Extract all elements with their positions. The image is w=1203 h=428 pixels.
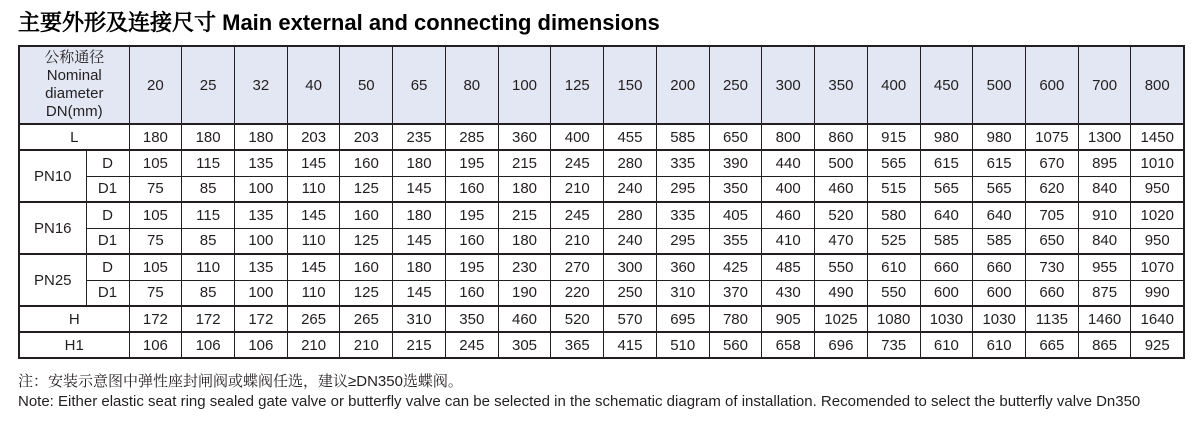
dimension-cell: 160 [445,280,498,306]
dimension-cell: 172 [234,306,287,332]
dimension-cell: 950 [1131,228,1184,254]
dimension-cell: 610 [973,332,1026,358]
dimension-cell: 105 [129,254,182,280]
dimension-cell: 180 [498,176,551,202]
dimension-cell: 425 [709,254,762,280]
row-label: H1 [19,332,129,358]
dimension-cell: 665 [1026,332,1079,358]
dimension-cell: 615 [973,150,1026,176]
corner-header-cell [19,46,129,124]
dimension-cell: 515 [867,176,920,202]
dimension-cell: 415 [604,332,657,358]
column-header-dn: 200 [656,46,709,124]
dimension-cell: 895 [1078,150,1131,176]
dimension-cell: 160 [445,228,498,254]
column-header-dn: 150 [604,46,657,124]
column-header-dn: 300 [762,46,815,124]
dimension-cell: 240 [604,176,657,202]
table-row [19,332,1184,358]
row-sublabel: D1 [86,280,129,306]
dimension-cell: 875 [1078,280,1131,306]
dimension-cell: 440 [762,150,815,176]
dimension-cell: 125 [340,228,393,254]
dimension-cell: 660 [920,254,973,280]
dimension-cell: 780 [709,306,762,332]
dimension-cell: 1075 [1026,124,1079,150]
dimension-cell: 110 [182,254,235,280]
dimension-cell: 270 [551,254,604,280]
dimension-cell: 145 [393,176,446,202]
dimension-cell: 75 [129,176,182,202]
dimension-cell: 105 [129,150,182,176]
dimension-cell: 215 [498,150,551,176]
dimension-cell: 280 [604,150,657,176]
dimension-cell: 135 [234,254,287,280]
note-chinese: 注：安装示意图中弹性座封闸阀或蝶阀任选，建议≥DN350选蝶阀。 [18,373,463,390]
dimension-cell: 620 [1026,176,1079,202]
dimension-cell: 565 [867,150,920,176]
dimension-cell: 250 [604,280,657,306]
dimension-cell: 240 [604,228,657,254]
column-header-dn: 400 [867,46,920,124]
row-label: L [19,124,129,150]
dimension-cell: 400 [551,124,604,150]
dimension-cell: 110 [287,280,340,306]
table-row [19,124,1184,150]
dimension-cell: 510 [656,332,709,358]
dimension-cell: 520 [551,306,604,332]
column-header-dn: 100 [498,46,551,124]
column-header-dn: 20 [129,46,182,124]
dimension-cell: 860 [815,124,868,150]
dimension-cell: 600 [920,280,973,306]
dimension-cell: 100 [234,228,287,254]
dimension-cell: 640 [920,202,973,228]
dimension-cell: 210 [551,228,604,254]
dimension-cell: 215 [498,202,551,228]
dimension-cell: 455 [604,124,657,150]
dimension-cell: 285 [445,124,498,150]
column-header-dn: 350 [815,46,868,124]
dimension-cell: 1030 [920,306,973,332]
dimension-cell: 145 [287,150,340,176]
corner-header-line: diameter [45,85,104,102]
column-header-dn: 40 [287,46,340,124]
dimension-cell: 1135 [1026,306,1079,332]
table-header [19,46,1184,124]
dimension-cell: 75 [129,228,182,254]
dimension-cell: 210 [340,332,393,358]
dimension-cell: 195 [445,202,498,228]
dimension-cell: 1020 [1131,202,1184,228]
dimension-cell: 650 [1026,228,1079,254]
dimension-cell: 106 [129,332,182,358]
column-header-dn: 600 [1026,46,1079,124]
dimension-cell: 460 [762,202,815,228]
dimension-cell: 265 [287,306,340,332]
dimension-cell: 460 [815,176,868,202]
dimension-cell: 145 [393,280,446,306]
dimension-cell: 295 [656,176,709,202]
dimension-cell: 460 [498,306,551,332]
dimension-cell: 85 [182,176,235,202]
corner-header-line: DN(mm) [45,103,103,120]
dimension-cell: 115 [182,150,235,176]
dimension-cell: 106 [234,332,287,358]
dimension-cell: 360 [656,254,709,280]
dimension-cell: 180 [182,124,235,150]
dimension-cell: 705 [1026,202,1079,228]
dimension-cell: 355 [709,228,762,254]
dimension-cell: 840 [1078,228,1131,254]
dimension-cell: 490 [815,280,868,306]
dimension-cell: 245 [445,332,498,358]
dimension-cell: 370 [709,280,762,306]
dimension-cell: 915 [867,124,920,150]
column-header-dn: 800 [1131,46,1184,124]
dimension-cell: 1300 [1078,124,1131,150]
dimension-cell: 180 [393,254,446,280]
header-row [19,46,1184,124]
dimension-cell: 125 [340,176,393,202]
dimension-cell: 1460 [1078,306,1131,332]
dimension-cell: 990 [1131,280,1184,306]
column-header-dn: 700 [1078,46,1131,124]
dimension-cell: 365 [551,332,604,358]
dimension-cell: 865 [1078,332,1131,358]
dimension-cell: 1025 [815,306,868,332]
dimension-cell: 115 [182,202,235,228]
corner-header-line: Nominal [46,67,102,84]
table-body [19,124,1184,358]
note-english: Note: Either elastic seat ring sealed gate valve or butterfly valve can be selected in the schematic diagram of installation. Recomended to select the butterfly valve Dn350 [18,393,1141,410]
column-header-dn: 450 [920,46,973,124]
dimension-cell: 696 [815,332,868,358]
dimension-cell: 195 [445,254,498,280]
dimension-cell: 658 [762,332,815,358]
dimension-cell: 85 [182,280,235,306]
dimension-cell: 180 [234,124,287,150]
dimension-cell: 210 [287,332,340,358]
dimension-cell: 400 [762,176,815,202]
dimension-cell: 520 [815,202,868,228]
dimension-cell: 910 [1078,202,1131,228]
dimension-cell: 550 [867,280,920,306]
dimension-cell: 220 [551,280,604,306]
row-group-label: PN25 [19,254,86,306]
page-title: 主要外形及连接尺寸 Main external and connecting dimensions [18,10,660,35]
dimension-cell: 295 [656,228,709,254]
dimension-cell: 550 [815,254,868,280]
row-sublabel: D1 [86,176,129,202]
dimension-cell: 310 [393,306,446,332]
dimension-cell: 485 [762,254,815,280]
dimension-cell: 565 [973,176,1026,202]
dimension-cell: 1030 [973,306,1026,332]
dimension-cell: 660 [973,254,1026,280]
dimension-cell: 85 [182,228,235,254]
dimension-cell: 925 [1131,332,1184,358]
dimension-cell: 180 [393,150,446,176]
dimension-cell: 160 [340,150,393,176]
dimension-cell: 610 [920,332,973,358]
dimension-cell: 300 [604,254,657,280]
dimension-cell: 980 [973,124,1026,150]
dimension-cell: 195 [445,150,498,176]
dimension-cell: 905 [762,306,815,332]
table-row [19,306,1184,332]
dimension-cell: 145 [393,228,446,254]
dimension-cell: 565 [920,176,973,202]
row-label: H [19,306,129,332]
dimension-cell: 75 [129,280,182,306]
dimension-cell: 560 [709,332,762,358]
dimension-cell: 215 [393,332,446,358]
dimension-cell: 610 [867,254,920,280]
dimension-cell: 180 [393,202,446,228]
dimension-cell: 100 [234,176,287,202]
dimension-cell: 585 [920,228,973,254]
column-header-dn: 125 [551,46,604,124]
dimension-cell: 265 [340,306,393,332]
row-group-label: PN16 [19,202,86,254]
dimension-cell: 615 [920,150,973,176]
column-header-dn: 80 [445,46,498,124]
column-header-dn: 500 [973,46,1026,124]
dimension-cell: 660 [1026,280,1079,306]
dimension-cell: 500 [815,150,868,176]
column-header-dn: 32 [234,46,287,124]
dimension-cell: 245 [551,150,604,176]
row-sublabel: D [86,150,129,176]
dimension-cell: 585 [973,228,1026,254]
dimension-cell: 955 [1078,254,1131,280]
dimension-cell: 210 [551,176,604,202]
table-row [19,176,1184,202]
dimension-cell: 350 [709,176,762,202]
column-header-dn: 50 [340,46,393,124]
dimension-cell: 950 [1131,176,1184,202]
dimension-cell: 105 [129,202,182,228]
dimension-cell: 160 [340,254,393,280]
table-row [19,228,1184,254]
dimension-cell: 570 [604,306,657,332]
dimension-cell: 1640 [1131,306,1184,332]
dimension-cell: 980 [920,124,973,150]
dimension-cell: 1450 [1131,124,1184,150]
dimension-cell: 410 [762,228,815,254]
dimension-cell: 305 [498,332,551,358]
dimension-cell: 470 [815,228,868,254]
dimension-cell: 172 [129,306,182,332]
corner-header-line: 公称通径 [44,49,105,66]
dimension-cell: 110 [287,176,340,202]
dimension-cell: 1070 [1131,254,1184,280]
dimension-cell: 580 [867,202,920,228]
table-row [19,150,1184,176]
dimension-cell: 310 [656,280,709,306]
dimension-cell: 695 [656,306,709,332]
table-row [19,280,1184,306]
dimension-cell: 190 [498,280,551,306]
column-header-dn: 65 [393,46,446,124]
table-row [19,202,1184,228]
dimension-cell: 650 [709,124,762,150]
row-group-label: PN10 [19,150,86,202]
dimension-cell: 100 [234,280,287,306]
dimension-cell: 106 [182,332,235,358]
row-sublabel: D [86,254,129,280]
dimension-cell: 600 [973,280,1026,306]
dimension-cell: 145 [287,202,340,228]
dimension-cell: 1080 [867,306,920,332]
dimension-cell: 125 [340,280,393,306]
row-sublabel: D1 [86,228,129,254]
dimension-cell: 280 [604,202,657,228]
dimension-cell: 203 [287,124,340,150]
dimension-cell: 160 [340,202,393,228]
dimension-cell: 360 [498,124,551,150]
dimension-cell: 110 [287,228,340,254]
dimension-cell: 235 [393,124,446,150]
dimension-cell: 585 [656,124,709,150]
dimension-cell: 160 [445,176,498,202]
dimension-cell: 335 [656,150,709,176]
dimension-cell: 640 [973,202,1026,228]
dimension-cell: 390 [709,150,762,176]
dimension-cell: 135 [234,202,287,228]
dimension-cell: 230 [498,254,551,280]
dimension-cell: 735 [867,332,920,358]
dimensions-table [18,45,1185,359]
dimension-cell: 172 [182,306,235,332]
dimension-cell: 430 [762,280,815,306]
row-sublabel: D [86,202,129,228]
dimension-cell: 350 [445,306,498,332]
dimension-cell: 203 [340,124,393,150]
dimension-cell: 245 [551,202,604,228]
dimension-cell: 180 [498,228,551,254]
dimension-cell: 840 [1078,176,1131,202]
dimension-cell: 525 [867,228,920,254]
dimension-cell: 800 [762,124,815,150]
dimension-cell: 670 [1026,150,1079,176]
dimension-cell: 730 [1026,254,1079,280]
table-row [19,254,1184,280]
column-header-dn: 250 [709,46,762,124]
dimension-cell: 135 [234,150,287,176]
column-header-dn: 25 [182,46,235,124]
notes [18,372,1185,412]
dimension-cell: 1010 [1131,150,1184,176]
dimension-cell: 335 [656,202,709,228]
dimension-cell: 145 [287,254,340,280]
dimension-cell: 180 [129,124,182,150]
dimension-cell: 405 [709,202,762,228]
